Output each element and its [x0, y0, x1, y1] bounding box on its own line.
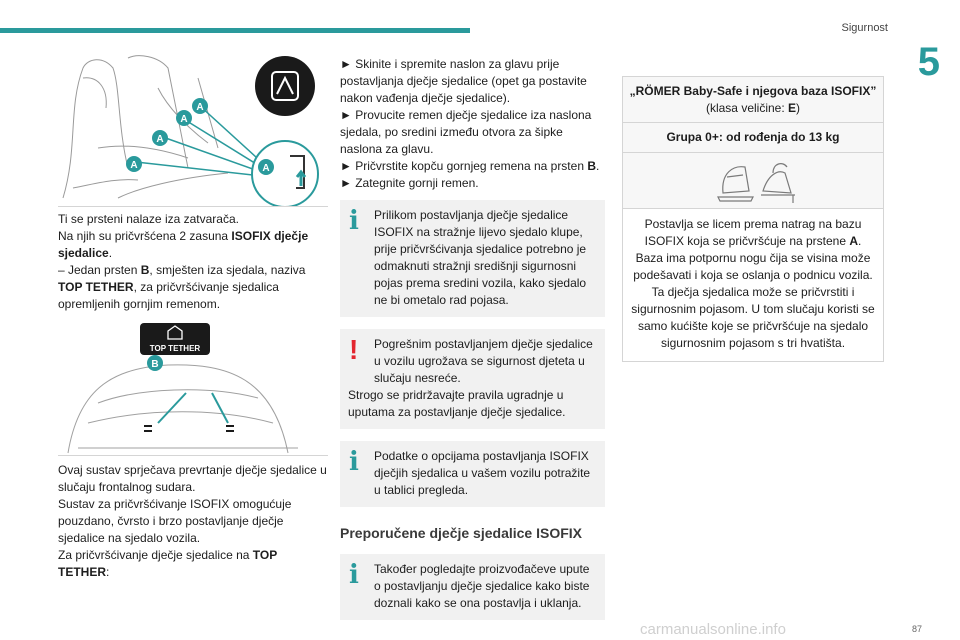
card-group: Grupa 0+: od rođenja do 13 kg	[623, 123, 883, 153]
paragraph: Ovaj sustav sprječava prevrtanje dječje sjedalice u slučaju frontalnog sudara.	[58, 463, 327, 494]
rear-seat-illustration	[58, 48, 328, 206]
section-heading: Preporučene dječje sjedalice ISOFIX	[340, 525, 582, 541]
watermark: carmanualsonline.info	[640, 621, 786, 638]
paragraph: Sustav za pričvršćivanje ISOFIX omogućuje pouzdano, čvrsto i brzo postavljanje dječje sjedalice na sjedalo vozila.	[58, 497, 292, 545]
isofix-badge-icon	[255, 56, 315, 116]
paragraph: Ti se prsteni nalaze iza zatvarača. Na njih su pričvršćena 2 zasuna ISOFIX dječje sjedalice. – Jedan prsten B, smješten iza sjedala, naziva TOP TETHER, za pričvršćivanje sjedalica opremljenih gornjim remenom.	[58, 212, 309, 311]
info-note: i Također pogledajte proizvođačeve upute o postavljanju dječje sjedalice kako biste doznali kako se ona postavlja i uklanja.	[340, 554, 605, 620]
info-icon: i	[349, 206, 359, 236]
info-note: i Podatke o opcijama postavljanja ISOFIX dječjih sjedalica u vašem vozilu potražite u tablici pregleda.	[340, 441, 605, 507]
isofix-rear-seat-figure	[58, 48, 328, 207]
info-icon: i	[349, 560, 359, 590]
label-a: A	[156, 134, 164, 145]
column-1	[58, 48, 328, 581]
column-3	[622, 76, 884, 362]
header-accent-bar	[0, 28, 470, 33]
instruction-step: ► Zategnite gornji remen.	[340, 176, 479, 190]
child-seat-card	[622, 76, 884, 362]
instruction-step: ► Provucite remen dječje sjedalice iza naslona sjedala, po sredini između otvora za šipke naslona za glavu.	[340, 108, 592, 156]
child-seat-figure	[623, 153, 883, 209]
label-a: A	[130, 160, 138, 171]
warning-icon: !	[349, 334, 359, 365]
page-number: 87	[911, 624, 922, 634]
label-a: A	[180, 114, 188, 125]
top-tether-figure	[58, 323, 328, 456]
top-tether-badge-text: TOP TETHER	[149, 344, 201, 353]
baby-seat-icon	[623, 153, 885, 208]
label-b: B	[151, 359, 159, 370]
card-description: Postavlja se licem prema natrag na bazu ISOFIX koja se pričvršćuje na prstene A. Baza ima potpornu nogu čija se visina može podešavati i koja se oslanja o podnicu vozila. Ta dječja sjedalica može se pričvrstiti i sigurnosnim pojasom. U tom slučaju koristi se samo kućište koje se pričvršćuje na sjedalo sigurnosnim pojasom s tri hvatišta.	[623, 209, 883, 361]
section-title: Sigurnost	[841, 22, 888, 34]
instruction-step: ► Pričvrstite kopču gornjeg remena na prsten B.	[340, 159, 600, 173]
trunk-illustration	[58, 323, 328, 455]
chapter-number: 5	[917, 40, 940, 84]
label-a: A	[196, 102, 204, 113]
info-icon: i	[349, 447, 359, 477]
info-note: i Prilikom postavljanja dječje sjedalice ISOFIX na stražnje lijevo sjedalo klupe, prije pričvršćivanja sjedalice potrebno je odmaknuti stražnji središnji sigurnosni pojas prema sredini vozila, kako sjedalo ne bi ometalo rad pojasa.	[340, 200, 605, 317]
paragraph: Za pričvršćivanje dječje sjedalice na TOP TETHER:	[58, 548, 277, 579]
card-title: „RÖMER Baby-Safe i njegova baza ISOFIX” (klasa veličine: E)	[623, 77, 883, 123]
instruction-step: ► Skinite i spremite naslon za glavu prije postavljanja dječje sjedalice (opet ga postavite nakon vađenja dječje sjedalice).	[340, 57, 587, 105]
label-a: A	[262, 163, 270, 174]
column-2	[340, 56, 605, 620]
warning-note: ! Pogrešnim postavljanjem dječje sjedalice u vozilu ugrožava se sigurnost djeteta u slučaju nesreće. Strogo se pridržavajte pravila ugradnje u uputama za postavljanje dječje sjedalice.	[340, 329, 605, 429]
